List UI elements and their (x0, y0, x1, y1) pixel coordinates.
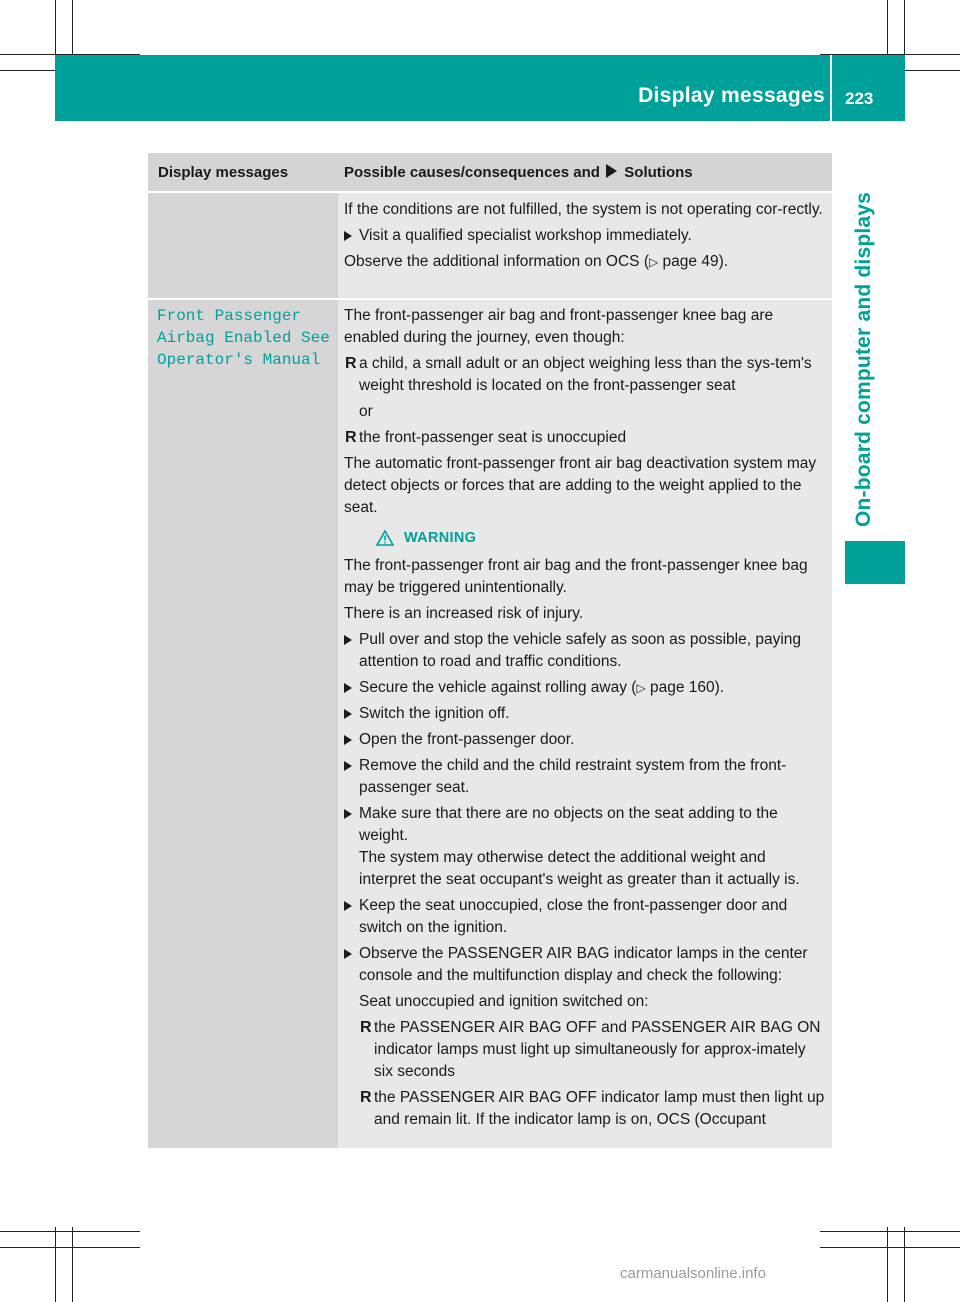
paragraph: Seat unoccupied and ignition switched on: (359, 993, 649, 1010)
step-text: Observe the PASSENGER AIR BAG indicator lamps in the center console and the multifunction display and check the following: (359, 945, 808, 984)
display-message-line: Operator's Manual (157, 351, 321, 369)
arrow-right-icon (606, 164, 617, 178)
bullet-item (344, 427, 826, 449)
crop-mark (904, 1227, 905, 1302)
crop-mark (55, 1227, 56, 1302)
reference-text: Observe the additional information on OCS ( (344, 253, 649, 270)
paragraph: The front-passenger front air bag and the front-passenger knee bag may be triggered unintentionally. (344, 557, 808, 596)
table-row (148, 298, 832, 1148)
instruction-step (344, 943, 826, 987)
step-arrow-icon (344, 231, 352, 241)
paragraph: The front-passenger air bag and front-passenger knee bag are enabled during the journey, even though: (344, 307, 774, 346)
display-message-line: Airbag Enabled See (157, 329, 330, 347)
crop-mark (72, 1227, 73, 1302)
bullet-text: a child, a small adult or an object weighing less than the sys-tem's weight threshold is located on the front-passenger seat (359, 355, 812, 394)
crop-mark (887, 1227, 888, 1302)
paragraph (344, 251, 826, 273)
step-note: The system may otherwise detect the additional weight and interpret the seat occupant's weight as greater than it actually is. (359, 849, 800, 888)
page-ref-icon: ▷ (636, 681, 646, 695)
bullet-r-icon: R (345, 355, 357, 372)
step-text: Switch the ignition off. (359, 705, 510, 722)
display-messages-table (148, 153, 832, 1148)
instruction-step (344, 629, 826, 673)
message-cell (148, 300, 338, 1148)
header-divider (830, 55, 832, 121)
col-header-solutions-text: Solutions (624, 164, 693, 181)
paragraph: The automatic front-passenger front air bag deactivation system may detect objects or forces that are adding to the weight applied to the seat. (344, 455, 817, 516)
step-arrow-icon (344, 761, 352, 771)
bullet-text: the PASSENGER AIR BAG OFF indicator lamp must then light up and remain lit. If the indicator lamp is on, OCS (Occupant (374, 1089, 825, 1128)
table-row (148, 191, 832, 298)
bullet-text: the PASSENGER AIR BAG OFF and PASSENGER AIR BAG ON indicator lamps must light up simultaneously for approx-imately six seconds (374, 1019, 821, 1080)
bullet-r-icon: R (360, 1089, 372, 1106)
instruction-step (344, 803, 826, 891)
bullet-text: the front-passenger seat is unoccupied (359, 429, 627, 446)
warning-label: WARNING (404, 530, 477, 546)
step-arrow-icon (344, 949, 352, 959)
instruction-step (344, 755, 826, 799)
step-text: Open the front-passenger door. (359, 731, 575, 748)
step-text: Make sure that there are no objects on the seat adding to the weight. (359, 805, 778, 844)
table-header (148, 153, 832, 191)
col-header-messages: Display messages (158, 164, 289, 181)
crop-mark (0, 1247, 140, 1248)
warning-triangle-icon (376, 530, 394, 546)
step-text: Remove the child and the child restraint system from the front-passenger seat. (359, 757, 787, 796)
page-number: 223 (845, 89, 874, 108)
bullet-r-icon: R (360, 1019, 372, 1036)
watermark: carmanualsonline.info (620, 1265, 766, 1282)
instruction-step (344, 677, 826, 699)
page-reference-link[interactable]: page 49). (662, 253, 729, 270)
step-arrow-icon (344, 735, 352, 745)
message-cell (148, 193, 338, 298)
step-arrow-icon (344, 683, 352, 693)
step-text: Keep the seat unoccupied, close the front-passenger door and switch on the ignition. (359, 897, 788, 936)
crop-mark (0, 1231, 140, 1232)
chapter-side-label: On-board computer and displays (852, 191, 875, 527)
step-arrow-icon (344, 809, 352, 819)
step-arrow-icon (344, 901, 352, 911)
solution-cell (338, 300, 832, 1148)
step-arrow-icon (344, 635, 352, 645)
warning-heading (344, 527, 826, 549)
step-text: Secure the vehicle against rolling away ( (359, 679, 637, 696)
bullet-item (344, 1017, 826, 1083)
instruction-step (344, 729, 826, 751)
paragraph: There is an increased risk of injury. (344, 605, 584, 622)
paragraph: If the conditions are not fulfilled, the system is not operating cor-rectly. (344, 201, 823, 218)
chapter-tab-block (845, 541, 905, 584)
page-ref-icon: ▷ (649, 255, 659, 269)
step-arrow-icon (344, 709, 352, 719)
instruction-step (344, 703, 826, 725)
instruction-step (344, 225, 826, 247)
bullet-r-icon: R (345, 429, 357, 446)
bullet-item (344, 353, 826, 397)
crop-mark (820, 1247, 960, 1248)
instruction-step (344, 895, 826, 939)
bullet-item (344, 1087, 826, 1131)
page-title: Display messages (638, 84, 825, 107)
step-text: Pull over and stop the vehicle safely as soon as possible, paying attention to road and traffic conditions. (359, 631, 802, 670)
col-header-causes-text: Possible causes/consequences and (344, 164, 600, 181)
page-reference-link[interactable]: page 160). (649, 679, 725, 696)
crop-mark (820, 1231, 960, 1232)
col-header-causes (338, 153, 832, 191)
solution-cell (338, 193, 832, 298)
display-message-line: Front Passenger (157, 307, 302, 325)
paragraph: or (359, 403, 373, 420)
step-text: Visit a qualified specialist workshop immediately. (359, 227, 692, 244)
